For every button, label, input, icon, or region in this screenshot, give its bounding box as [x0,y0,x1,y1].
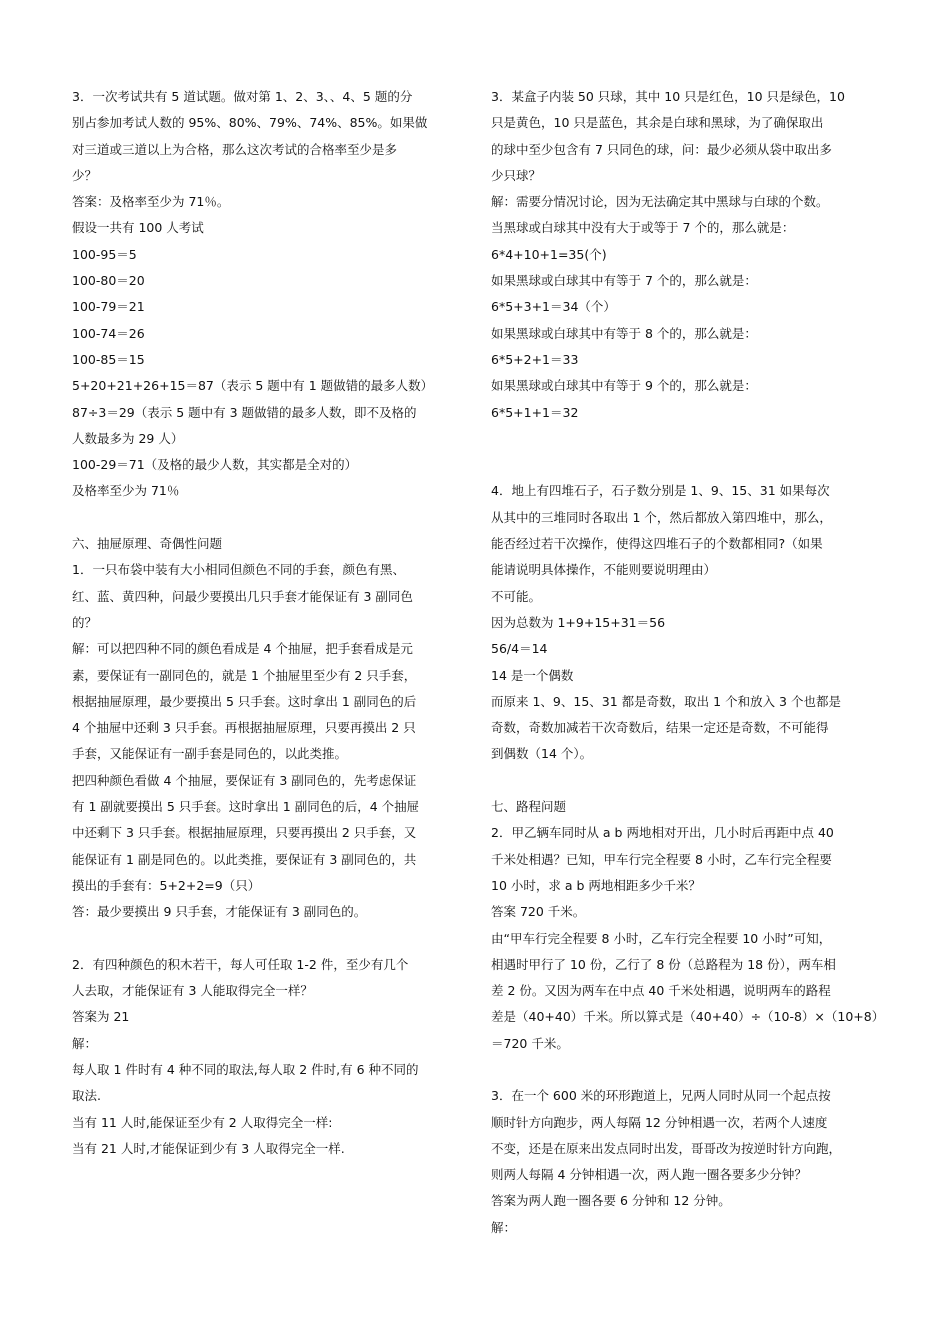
left-text-line: 人数最多为 29 人） [72,430,184,446]
left-text-line: 当有 21 人时,才能保证到少有 3 人取得完全一样. [72,1140,345,1156]
right-text-line: 到偶数（14 个）。 [491,746,593,762]
left-column [72,84,472,1162]
right-text-line: 6*5+2+1＝33 [491,351,579,367]
right-column [491,84,891,1241]
right-text-line: 能否经过若干次操作，使得这四堆石子的个数都相同?（如果 [491,536,823,552]
right-text-line: 相遇时甲行了 10 份，乙行了 8 份（总路程为 18 份），两车相 [491,956,836,972]
left-text-line: 红、蓝、黄四种，问最少要摸出几只手套才能保证有 3 副同色 [72,588,413,604]
left-text-line: 100-74＝26 [72,325,145,341]
right-text-line: 14 是一个偶数 [491,667,574,683]
left-text-line: 当有 11 人时,能保证至少有 2 人取得完全一样: [72,1114,333,1130]
right-spacer [491,768,891,794]
left-text-line: 87÷3＝29（表示 5 题中有 3 题做错的最多人数，即不及格的 [72,404,417,420]
left-text-line: 的？ [72,614,98,630]
right-text-line: 3．某盒子内装 50 只球，其中 10 只是红色，10 只是绿色，10 [491,89,845,104]
right-text-line: 解：需要分情况讨论，因为无法确定其中黑球与白球的个数。 [491,194,829,210]
right-text-line: 能请说明具体操作，不能则要说明理由） [491,562,717,578]
right-text-line: 56/4＝14 [491,641,548,657]
right-text-line: 奇数，奇数加减若干次奇数后，结果一定还是奇数，不可能得 [491,720,829,736]
left-text-line: 把四种颜色看做 4 个抽屉，要保证有 3 副同色的，先考虑保证 [72,772,417,788]
right-text-line: 10 小时，求 a b 两地相距多少千米？ [491,877,701,893]
left-text-line: 答案为 21 [72,1009,130,1025]
left-text-line: 3．一次考试共有 5 道试题。做对第 1、2、3、、4、5 题的分 [72,89,413,104]
right-text-line: 如果黑球或白球其中有等于 9 个的，那么就是： [491,378,757,394]
left-text-line: 100-29＝71（及格的最少人数，其实都是全对的） [72,457,358,473]
right-text-line: 如果黑球或白球其中有等于 7 个的，那么就是： [491,273,757,289]
left-text-line: 手套，又能保证有一副手套是同色的，以此类推。 [72,746,348,762]
right-text-line: 只是黄色，10 只是蓝色，其余是白球和黑球，为了确保取出 [491,115,824,131]
right-text-line: 答案为两人跑一圈各要 6 分钟和 12 分钟。 [491,1193,731,1209]
left-text-line: 4 个抽屉中还剩 3 只手套。再根据抽屉原理，只要再摸出 2 只 [72,720,416,736]
left-text-line: 每人取 1 件时有 4 种不同的取法,每人取 2 件时,有 6 种不同的 [72,1061,419,1077]
left-text-line: 素，要保证有一副同色的，就是 1 个抽屉里至少有 2 只手套， [72,667,417,683]
left-text-line: 假设一共有 100 人考试 [72,220,204,236]
right-text-line: ＝720 千米。 [491,1035,569,1051]
right-text-line: 6*5+3+1＝34（个） [491,299,616,315]
right-text-line: 不可能。 [491,588,542,604]
left-text-line: 100-85＝15 [72,351,145,367]
left-text-line: 100-95＝5 [72,246,137,262]
right-text-line: 6*4+10+1=35(个) [491,246,607,262]
left-text-line: 2．有四种颜色的积木若干，每人可任取 1-2 件，至少有几个 [72,956,409,972]
left-text-line: 人去取，才能保证有 3 人能取得完全一样？ [72,983,313,999]
left-text-line: 中还剩下 3 只手套。根据抽屉原理，只要再摸出 2 只手套，又 [72,825,417,841]
right-spacer [491,452,891,478]
left-text-line: 别占参加考试人数的 95%、80%、79%、74%、85%。如果做 [72,115,428,131]
left-spacer [72,505,472,531]
right-text-line: 的球中至少包含有 7 只同色的球，问：最少必须从袋中取出多 [491,141,832,157]
left-text-line: 5+20+21+26+15＝87（表示 5 题中有 1 题做错的最多人数） [72,378,434,394]
right-text-line: 如果黑球或白球其中有等于 8 个的，那么就是： [491,325,757,341]
right-text-line: 差 2 份。又因为两车在中点 40 千米处相遇，说明两车的路程 [491,983,831,999]
left-text-line: 解： [72,1035,98,1051]
right-text-line: 6*5+1+1＝32 [491,404,579,420]
right-text-line: 差是（40+40）千米。所以算式是（40+40）÷（10-8）×（10+8） [491,1009,885,1025]
right-text-line: 不变，还是在原来出发点同时出发，哥哥改为按逆时针方向跑， [491,1140,842,1156]
left-text-line: 取法. [72,1088,101,1104]
right-text-line: 因为总数为 1+9+15+31＝56 [491,614,666,630]
left-spacer [72,926,472,952]
left-text-line: 1．一只布袋中装有大小相同但颜色不同的手套，颜色有黑、 [72,562,405,578]
right-text-line: 3．在一个 600 米的环形跑道上，兄两人同时从同一个起点按 [491,1088,831,1104]
left-text-line: 及格率至少为 71％ [72,483,180,499]
right-spacer [491,1057,891,1083]
right-text-line: 2．甲乙辆车同时从 a b 两地相对开出，几小时后再距中点 40 [491,825,834,841]
left-text-line: 摸出的手套有：5+2+2=9（只） [72,877,261,893]
right-text-line: 由“甲车行完全程要 8 小时，乙车行完全程要 10 小时”可知， [491,930,832,946]
left-text-line: 100-80＝20 [72,273,145,289]
right-text-line: 则两人每隔 4 分钟相遇一次，两人跑一圈各要多少分钟？ [491,1167,807,1183]
right-text-line: 千米处相遇？已知，甲车行完全程要 8 小时，乙车行完全程要 [491,851,832,867]
left-text-line: 少？ [72,167,98,183]
left-text-line: 有 1 副就要摸出 5 只手套。这时拿出 1 副同色的后，4 个抽屉 [72,799,420,815]
left-text-line: 解：可以把四种不同的颜色看成是 4 个抽屉，把手套看成是元 [72,641,413,657]
left-text-line: 答案：及格率至少为 71％。 [72,194,230,210]
right-text-line: 少只球？ [491,167,542,183]
right-text-line: 4．地上有四堆石子，石子数分别是 1、9、15、31 如果每次 [491,483,830,499]
left-text-line: 根据抽屉原理，最少要摸出 5 只手套。这时拿出 1 副同色的后 [72,693,417,709]
left-text-line: 对三道或三道以上为合格，那么这次考试的合格率至少是多 [72,141,398,157]
right-text-line: 解： [491,1219,517,1235]
right-text-line: 答案 720 千米。 [491,904,586,920]
left-text-line: 能保证有 1 副是同色的。以此类推，要保证有 3 副同色的，共 [72,851,417,867]
right-text-line: 而原来 1、9、15、31 都是奇数，取出 1 个和放入 3 个也都是 [491,693,841,709]
left-text-line: 六、抽屉原理、奇偶性问题 [72,536,223,552]
right-text-line: 顺时针方向跑步，两人每隔 12 分钟相遇一次，若两个人速度 [491,1114,828,1130]
left-text-line: 100-79＝21 [72,299,145,315]
right-spacer [491,426,891,452]
left-text-line: 答：最少要摸出 9 只手套，才能保证有 3 副同色的。 [72,904,367,920]
right-text-line: 七、路程问题 [491,799,567,815]
right-text-line: 从其中的三堆同时各取出 1 个，然后都放入第四堆中，那么， [491,509,832,525]
right-text-line: 当黑球或白球其中没有大于或等于 7 个的，那么就是： [491,220,795,236]
